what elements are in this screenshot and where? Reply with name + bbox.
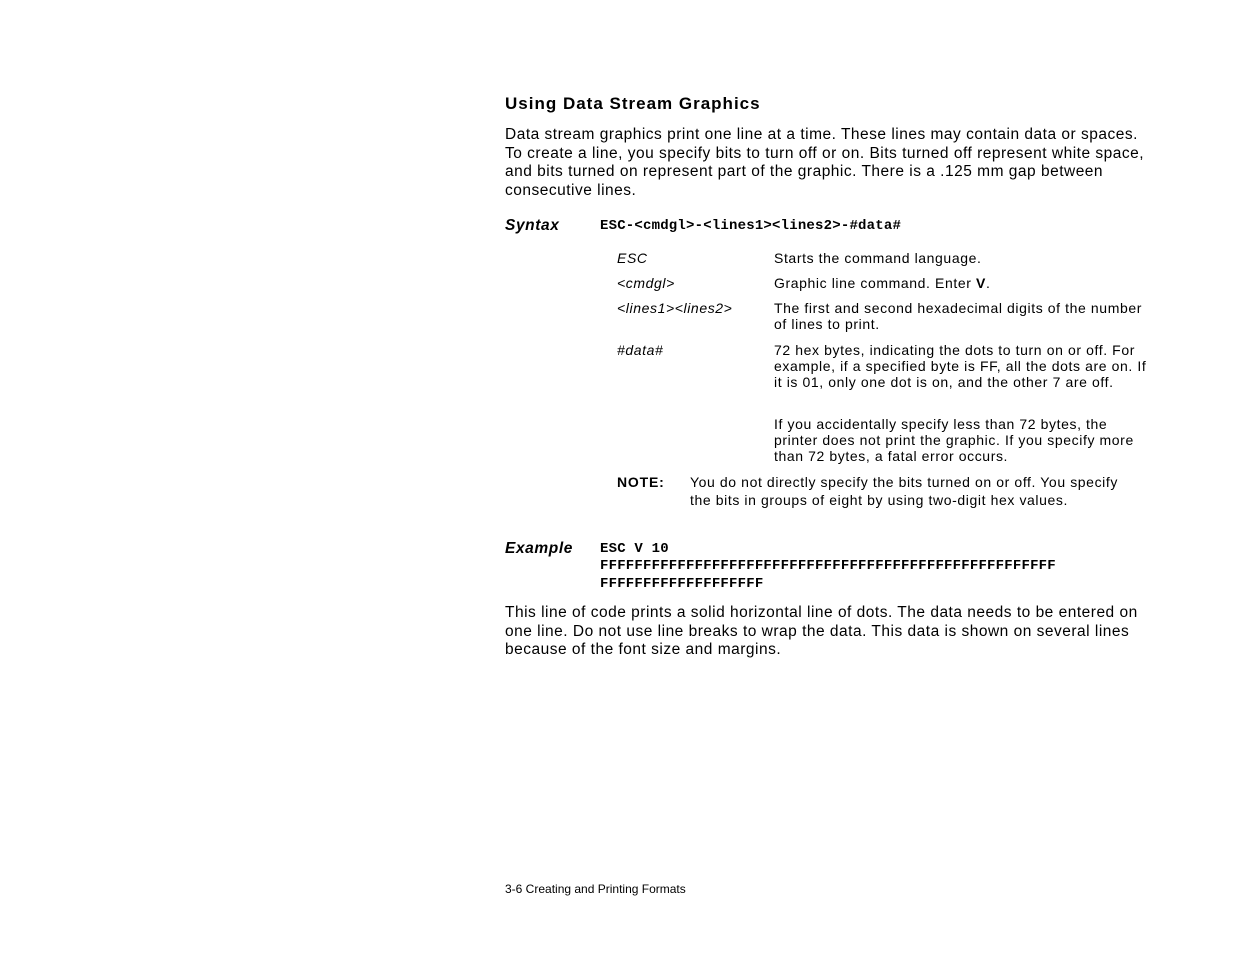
intro-paragraph: Data stream graphics print one line at a time. These lines may contain data or spaces. To create a line, you specify bits to turn off or on. Bits turned off represent white space, and bits turned on represent part of the graphic. There is a .125 mm gap between consecutive lines.: [505, 126, 1145, 199]
param-name-cmdgl: <cmdgl>: [617, 275, 675, 291]
syntax-command: ESC-<cmdgl>-<lines1><lines2>-#data#: [600, 218, 902, 234]
syntax-label: Syntax: [505, 217, 560, 234]
example-line-2: FFFFFFFFFFFFFFFFFFFFFFFFFFFFFFFFFFFFFFFFFFFFFFFFFFFFF: [600, 558, 1056, 574]
param-desc-cmdgl-value: V: [976, 275, 986, 291]
example-line-1: ESC V 10: [600, 541, 669, 557]
param-desc-cmdgl-prefix: Graphic line command. Enter: [774, 275, 976, 291]
note-text: You do not directly specify the bits turned on or off. You specify the bits in groups of eight by using two-digit hex values.: [690, 474, 1118, 508]
param-desc-esc: Starts the command language.: [774, 250, 982, 266]
param-desc-data-error: If you accidentally specify less than 72 bytes, the printer does not print the graphic. If you specify more than 72 bytes, a fatal error occurs.: [774, 416, 1134, 464]
param-desc-cmdgl: [774, 275, 1154, 291]
note-label: NOTE:: [617, 474, 665, 490]
param-name-data: #data#: [617, 342, 664, 358]
example-line-3: FFFFFFFFFFFFFFFFFFF: [600, 576, 764, 592]
section-heading: Using Data Stream Graphics: [505, 94, 761, 113]
param-desc-cmdgl-suffix: .: [985, 275, 991, 291]
closing-paragraph: This line of code prints a solid horizontal line of dots. The data needs to be entered on one line. Do not use line breaks to wrap the data. This data is shown on several lines because of the font size and margins.: [505, 604, 1138, 658]
param-name-esc: ESC: [617, 250, 648, 266]
page-footer: 3-6 Creating and Printing Formats: [505, 882, 686, 896]
param-desc-data: 72 hex bytes, indicating the dots to turn on or off. For example, if a specified byte is FF, all the dots are on. If it is 01, only one dot is on, and the other 7 are off.: [774, 342, 1147, 390]
example-label: Example: [505, 540, 573, 557]
param-name-lines: <lines1><lines2>: [617, 300, 733, 316]
param-desc-lines: The first and second hexadecimal digits of the number of lines to print.: [774, 300, 1142, 332]
